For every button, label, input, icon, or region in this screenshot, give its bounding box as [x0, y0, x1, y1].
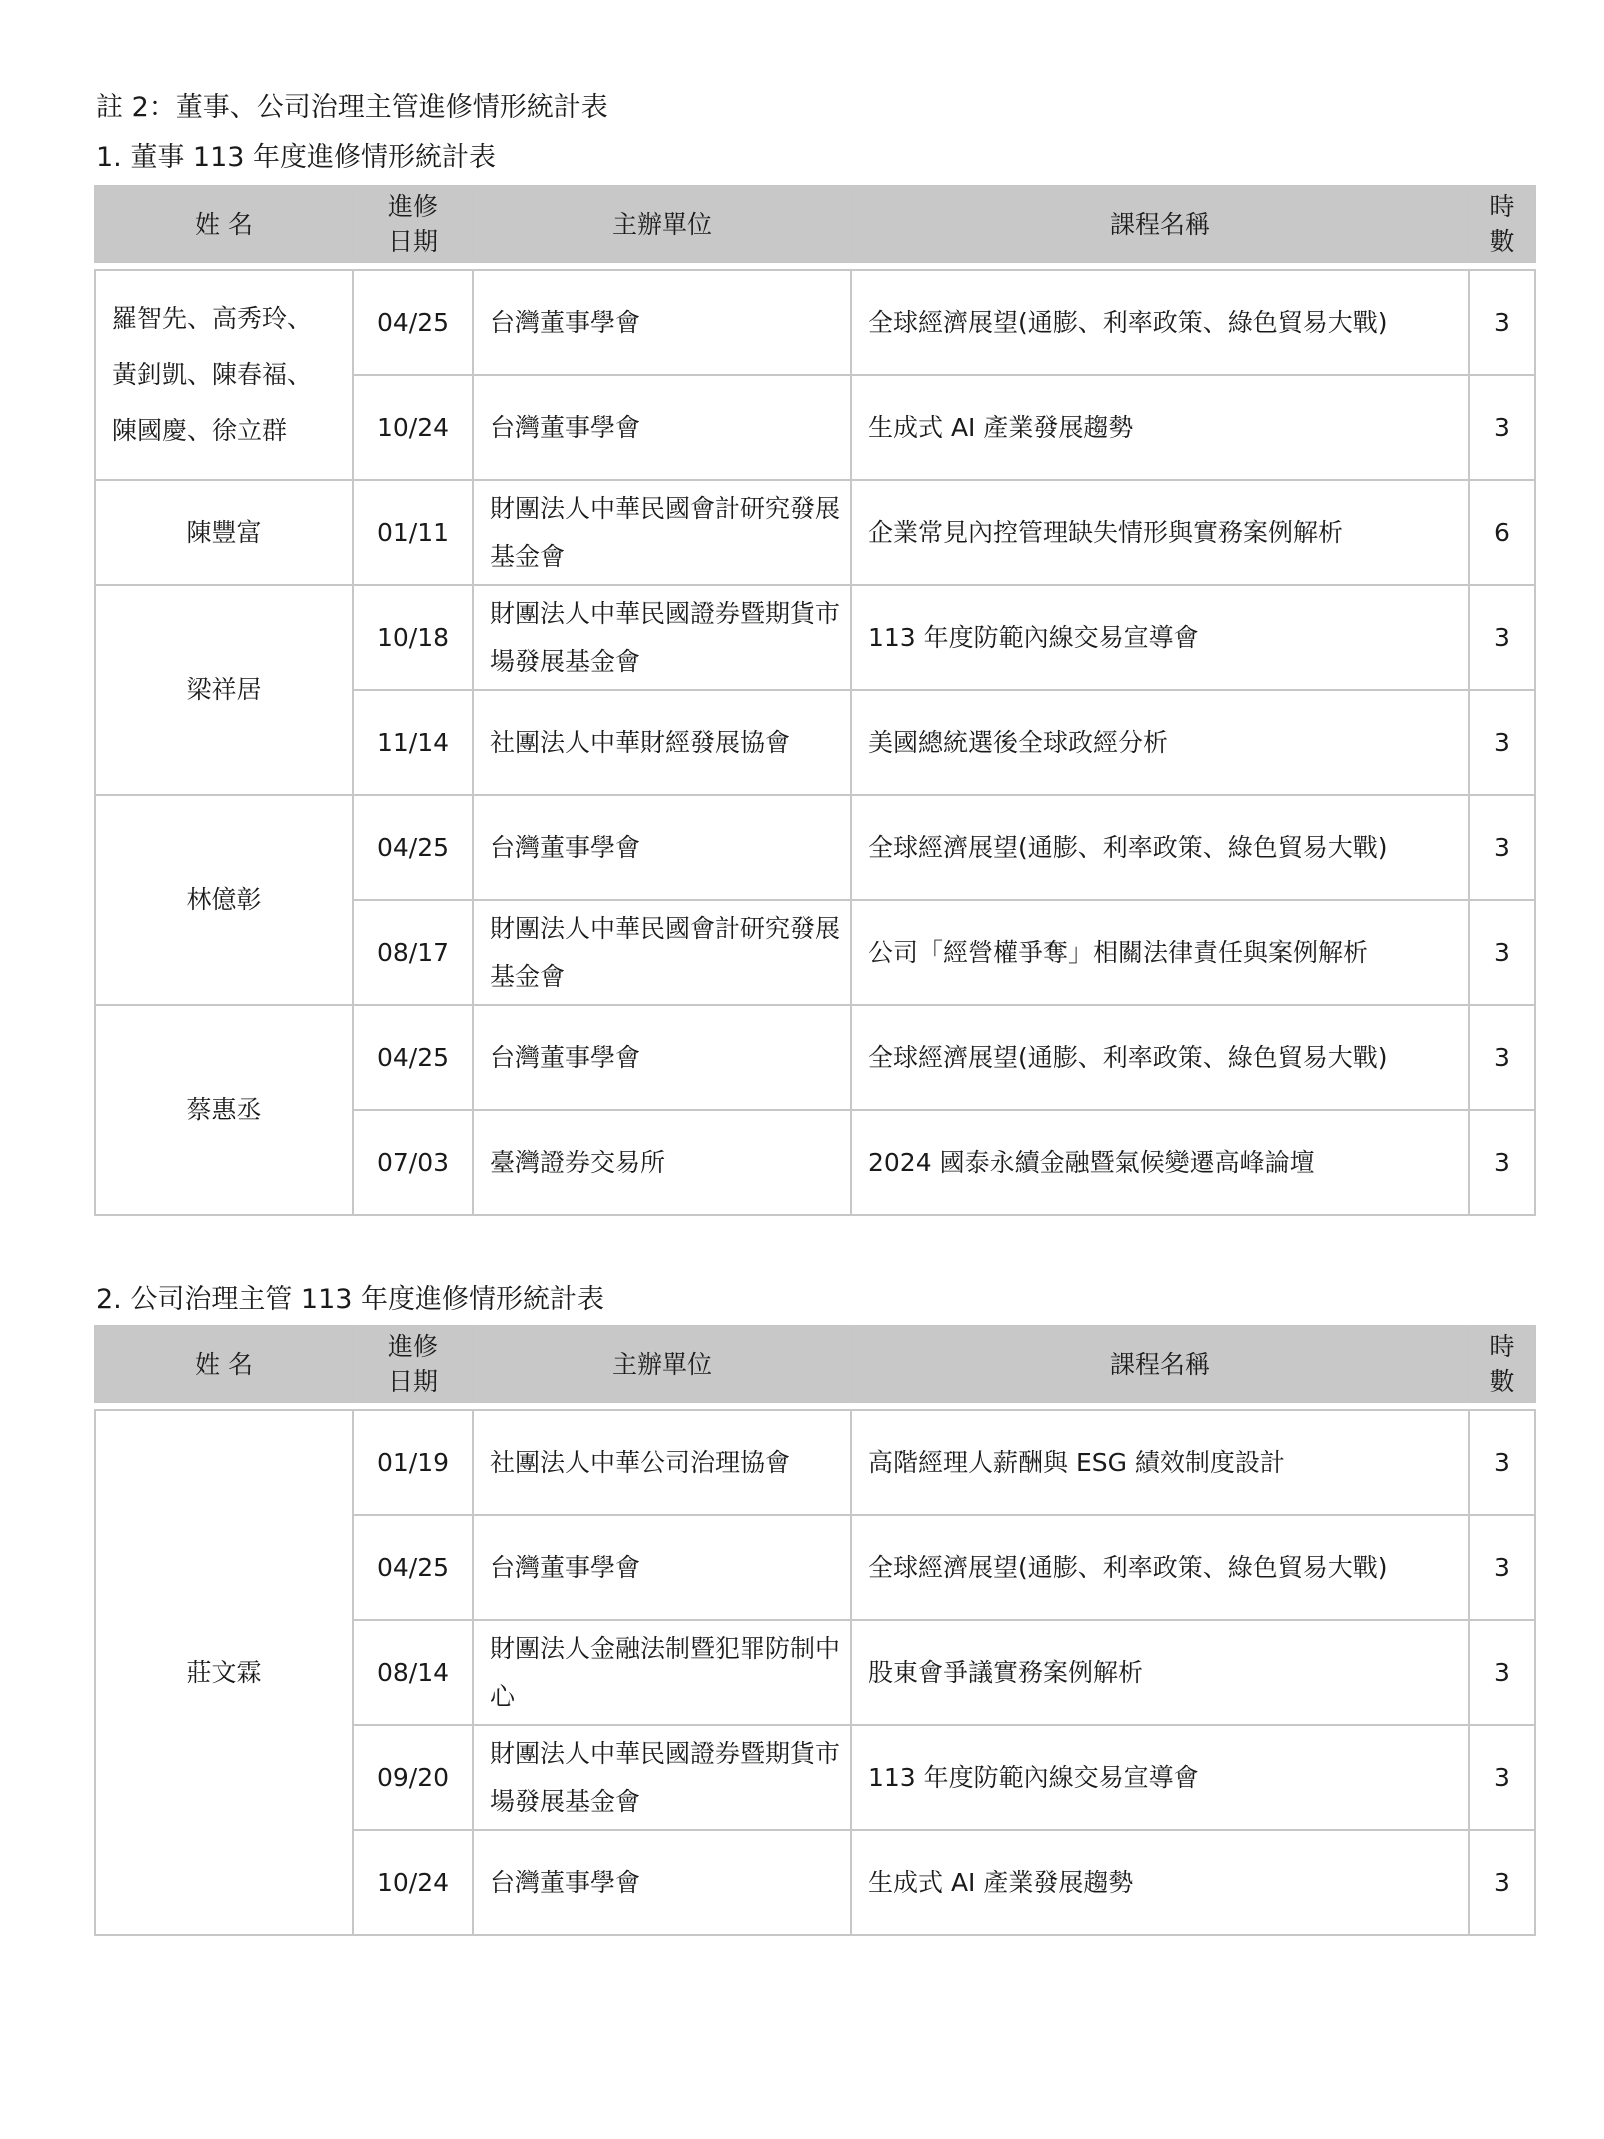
table-row: [95, 1410, 1535, 1515]
course-cell: 生成式 AI 產業發展趨勢: [851, 375, 1469, 480]
course-cell: 全球經濟展望(通膨、利率政策、綠色貿易大戰): [851, 270, 1469, 375]
table-row: [95, 795, 1535, 900]
director-training-table: [94, 185, 1536, 1216]
header-name: 姓 名: [95, 1326, 353, 1402]
organizer-cell: 財團法人中華民國證券暨期貨市場發展基金會: [473, 585, 851, 690]
name-cell: [95, 1005, 353, 1215]
hours-cell: 6: [1469, 480, 1535, 585]
hours-cell: 3: [1469, 795, 1535, 900]
hours-cell: 3: [1469, 1110, 1535, 1215]
date-cell: 08/14: [353, 1620, 473, 1725]
name-line: 黃釗凱、陳春福、: [112, 360, 313, 389]
header-hours-line: 時: [1489, 192, 1515, 221]
name-line: 莊文霖: [186, 1657, 262, 1687]
note-title: 註 2：董事、公司治理主管進修情形統計表: [96, 92, 608, 123]
course-cell: 高階經理人薪酬與 ESG 績效制度設計: [851, 1410, 1469, 1515]
header-date: [353, 186, 473, 262]
hours-cell: 3: [1469, 1410, 1535, 1515]
organizer-cell: 社團法人中華公司治理協會: [473, 1410, 851, 1515]
header-organizer: 主辦單位: [473, 186, 851, 262]
course-cell: 企業常見內控管理缺失情形與實務案例解析: [851, 480, 1469, 585]
table-row: [95, 585, 1535, 690]
hours-cell: 3: [1469, 690, 1535, 795]
name-cell: [95, 1410, 353, 1935]
header-organizer: 主辦單位: [473, 1326, 851, 1402]
name-cell: [95, 480, 353, 585]
header-date-line: 進修: [387, 192, 438, 221]
date-cell: 01/19: [353, 1410, 473, 1515]
date-cell: 04/25: [353, 1515, 473, 1620]
table-row: [95, 480, 1535, 585]
name-line: 林億彰: [186, 885, 262, 914]
header-date-line: 進修: [387, 1332, 438, 1361]
course-cell: 公司「經營權爭奪」相關法律責任與案例解析: [851, 900, 1469, 1005]
name-line: 梁祥居: [186, 675, 262, 704]
course-cell: 113 年度防範內線交易宣導會: [851, 1725, 1469, 1830]
header-hours: [1469, 186, 1535, 262]
date-cell: 04/25: [353, 795, 473, 900]
organizer-cell: 台灣董事學會: [473, 1830, 851, 1935]
header-row: [95, 186, 1535, 262]
organizer-cell: 財團法人中華民國會計研究發展基金會: [473, 900, 851, 1005]
spacer-cell: [95, 1402, 1535, 1410]
organizer-cell: 台灣董事學會: [473, 375, 851, 480]
organizer-cell: 台灣董事學會: [473, 1515, 851, 1620]
header-row: [95, 1326, 1535, 1402]
date-cell: 09/20: [353, 1725, 473, 1830]
name-line: 蔡惠丞: [186, 1095, 262, 1124]
course-cell: 全球經濟展望(通膨、利率政策、綠色貿易大戰): [851, 1515, 1469, 1620]
header-hours-line: 數: [1489, 1367, 1515, 1396]
name-cell: [95, 270, 353, 480]
header-date-line: 日期: [387, 227, 438, 256]
organizer-cell: 社團法人中華財經發展協會: [473, 690, 851, 795]
header-hours-line: 數: [1489, 227, 1515, 256]
header-course: 課程名稱: [851, 186, 1469, 262]
table-row: [95, 270, 1535, 375]
course-cell: 全球經濟展望(通膨、利率政策、綠色貿易大戰): [851, 795, 1469, 900]
name-cell: [95, 795, 353, 1005]
header-hours-line: 時: [1489, 1332, 1515, 1361]
hours-cell: 3: [1469, 1620, 1535, 1725]
date-cell: 10/24: [353, 375, 473, 480]
course-cell: 股東會爭議實務案例解析: [851, 1620, 1469, 1725]
header-spacer: [95, 262, 1535, 270]
course-cell: 113 年度防範內線交易宣導會: [851, 585, 1469, 690]
name-cell: [95, 585, 353, 795]
table2-heading: 2. 公司治理主管 113 年度進修情形統計表: [96, 1284, 605, 1315]
header-date: [353, 1326, 473, 1402]
hours-cell: 3: [1469, 375, 1535, 480]
organizer-cell: 財團法人金融法制暨犯罪防制中心: [473, 1620, 851, 1725]
organizer-cell: 臺灣證券交易所: [473, 1110, 851, 1215]
header-date-line: 日期: [387, 1367, 438, 1396]
date-cell: 01/11: [353, 480, 473, 585]
hours-cell: 3: [1469, 1515, 1535, 1620]
date-cell: 07/03: [353, 1110, 473, 1215]
hours-cell: 3: [1469, 270, 1535, 375]
date-cell: 10/18: [353, 585, 473, 690]
name-line: 陳豐富: [186, 517, 262, 547]
organizer-cell: 台灣董事學會: [473, 270, 851, 375]
organizer-cell: 財團法人中華民國會計研究發展基金會: [473, 480, 851, 585]
hours-cell: 3: [1469, 1725, 1535, 1830]
header-spacer: [95, 1402, 1535, 1410]
hours-cell: 3: [1469, 1005, 1535, 1110]
date-cell: 11/14: [353, 690, 473, 795]
header-hours: [1469, 1326, 1535, 1402]
date-cell: 08/17: [353, 900, 473, 1005]
date-cell: 04/25: [353, 270, 473, 375]
name-line: 陳國慶、徐立群: [112, 416, 288, 445]
date-cell: 10/24: [353, 1830, 473, 1935]
hours-cell: 3: [1469, 900, 1535, 1005]
date-cell: 04/25: [353, 1005, 473, 1110]
table1-heading: 1. 董事 113 年度進修情形統計表: [96, 142, 497, 173]
spacer-cell: [95, 262, 1535, 270]
organizer-cell: 台灣董事學會: [473, 795, 851, 900]
governance-officer-training-table: [94, 1325, 1536, 1936]
hours-cell: 3: [1469, 1830, 1535, 1935]
course-cell: 生成式 AI 產業發展趨勢: [851, 1830, 1469, 1935]
course-cell: 2024 國泰永續金融暨氣候變遷高峰論壇: [851, 1110, 1469, 1215]
organizer-cell: 台灣董事學會: [473, 1005, 851, 1110]
hours-cell: 3: [1469, 585, 1535, 690]
course-cell: 全球經濟展望(通膨、利率政策、綠色貿易大戰): [851, 1005, 1469, 1110]
table-row: [95, 1005, 1535, 1110]
name-line: 羅智先、高秀玲、: [112, 304, 313, 333]
header-course: 課程名稱: [851, 1326, 1469, 1402]
organizer-cell: 財團法人中華民國證券暨期貨市場發展基金會: [473, 1725, 851, 1830]
header-name: 姓 名: [95, 186, 353, 262]
course-cell: 美國總統選後全球政經分析: [851, 690, 1469, 795]
